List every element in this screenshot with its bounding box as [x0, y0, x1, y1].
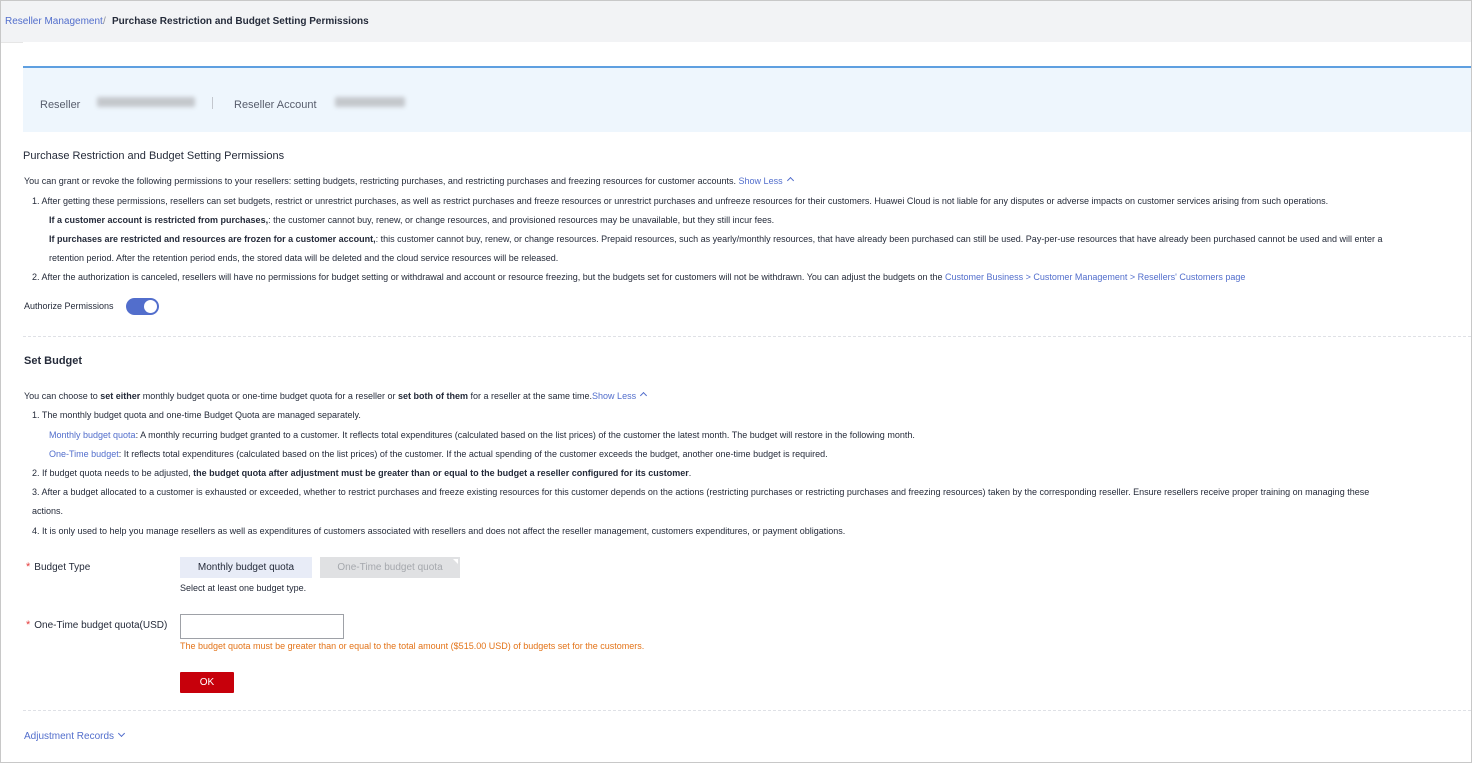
- one-time-budget-link[interactable]: One-Time budget: [49, 449, 119, 459]
- permissions-item-1: 1. After getting these permissions, resellers can set budgets, restrict or unrestrict purchases, as well as restrict purchases and freeze resources or unrestrict purchases and unfreeze resources for their customers. Huawei Cloud is not liable for any disputes or adverse impacts on customer services arising from such operations.: [32, 196, 1329, 206]
- one-time-budget-quota-option-label: One-Time budget quota: [337, 562, 443, 573]
- reseller-account-redacted: [335, 97, 405, 107]
- permissions-item-1b-text: : this customer cannot buy, renew, or change resources. Prepaid resources, such as yearly/monthly resources, that have already been purchased can still be used. Pay-per-use resources that have already been purchased cannot be used and will enter a: [375, 234, 1383, 244]
- breadcrumb-separator: /: [103, 16, 106, 27]
- one-time-budget-text: : It reflects total expenditures (calculated based on the list prices) of the customer. If the actual spending of the customer exceeds the budget, another one-time budget is required.: [118, 449, 828, 459]
- monthly-budget-quota-link[interactable]: Monthly budget quota: [49, 430, 136, 440]
- budget-item-2-post: .: [688, 468, 692, 478]
- permissions-intro: [24, 176, 793, 186]
- breadcrumb-reseller-management[interactable]: Reseller Management: [5, 16, 103, 27]
- budget-item-2-bold: the budget quota after adjustment must be greater than or equal to the budget a reseller configured for its customer: [193, 468, 689, 478]
- permissions-item-1b-bold: If purchases are restricted and resources are frozen for a customer account,: [49, 234, 376, 244]
- budget-item-3-cont: actions.: [32, 506, 64, 516]
- budget-item-monthly: [49, 430, 915, 440]
- one-time-budget-quota-input[interactable]: [180, 614, 344, 639]
- chevron-up-icon: [787, 177, 794, 184]
- customer-management-link[interactable]: Customer Business > Customer Management > Resellers' Customers page: [945, 272, 1246, 282]
- quota-label: [26, 619, 167, 631]
- breadcrumb-current: Purchase Restriction and Budget Setting Permissions: [112, 16, 369, 27]
- reseller-account-label: Reseller Account: [234, 99, 317, 111]
- info-divider: [212, 97, 213, 109]
- budget-item-1: 1. The monthly budget quota and one-time Budget Quota are managed separately.: [32, 410, 361, 420]
- quota-label-text: One-Time budget quota(USD): [34, 620, 168, 631]
- reseller-name-redacted: [97, 97, 195, 107]
- budget-item-3: 3. After a budget allocated to a customer is exhausted or exceeded, whether to restrict purchases and freeze existing resources for this customer depends on the actions (restricting purchases or restricting purchases and freezing resources) taken by the corresponding reseller. Ensure resellers receive proper training on managing these: [32, 487, 1370, 497]
- reseller-info-bar: [23, 66, 1471, 132]
- required-mark: *: [26, 619, 31, 631]
- monthly-budget-quota-option[interactable]: Monthly budget quota: [180, 557, 312, 578]
- permissions-show-less-link[interactable]: [739, 176, 793, 186]
- permissions-item-2: [32, 272, 1245, 282]
- chevron-up-icon: [640, 392, 647, 399]
- selected-corner-icon: [453, 559, 458, 564]
- section-divider: [23, 710, 1471, 711]
- authorize-permissions-label: Authorize Permissions: [24, 301, 114, 311]
- monthly-budget-text: : A monthly recurring budget granted to a customer. It reflects total expenditures (calculated based on the list prices) of the customer the latest month. The budget will restore in the following month.: [135, 430, 915, 440]
- reseller-label: Reseller: [40, 99, 81, 111]
- permissions-item-1a: [49, 215, 774, 225]
- permissions-show-less-label: Show Less: [738, 176, 783, 186]
- permissions-item-1b: [49, 234, 1383, 244]
- chevron-down-icon: [118, 730, 125, 737]
- permissions-title: Purchase Restriction and Budget Setting Permissions: [23, 150, 285, 162]
- permissions-item-2-text: 2. After the authorization is canceled, resellers will have no permissions for budget setting or withdrawal and account or resource freezing, but the budgets set for customers will not be withdrawn. You can adjust the budgets on the: [32, 272, 943, 282]
- required-mark: *: [26, 561, 31, 573]
- budget-type-label-text: Budget Type: [34, 562, 91, 573]
- set-budget-title: Set Budget: [24, 355, 83, 367]
- budget-intro-post: for a reseller at the same time.: [470, 391, 593, 401]
- adjustment-records-label: Adjustment Records: [24, 731, 115, 742]
- budget-intro-mid: monthly budget quota or one-time budget quota for a reseller or: [142, 391, 396, 401]
- budget-intro-bold-2: set both of them: [397, 391, 468, 401]
- budget-intro: [24, 391, 646, 401]
- breadcrumb: [1, 1, 1471, 43]
- section-divider: [23, 336, 1471, 337]
- permissions-intro-text: You can grant or revoke the following permissions to your resellers: setting budgets, restricting purchases, and restricting purchases and freezing resources for customer accounts.: [24, 176, 737, 186]
- toggle-knob: [144, 300, 157, 313]
- budget-show-less-link[interactable]: [592, 391, 646, 401]
- one-time-budget-quota-option[interactable]: [320, 557, 460, 578]
- permissions-item-1a-text: : the customer cannot buy, renew, or change resources, and provisioned resources may be unavailable, but they still incur fees.: [268, 215, 775, 225]
- quota-error-message: The budget quota must be greater than or equal to the total amount ($515.00 USD) of budgets set for the customers.: [180, 641, 645, 651]
- budget-item-4: 4. It is only used to help you manage resellers as well as expenditures of customers associated with resellers and does not affect the reseller management, customers expenditures, or payment obligations.: [32, 526, 846, 536]
- budget-intro-pre: You can choose to: [24, 391, 98, 401]
- budget-item-2: [32, 468, 691, 478]
- budget-type-label: [26, 561, 90, 573]
- budget-item-onetime: [49, 449, 828, 459]
- authorize-permissions-toggle[interactable]: [126, 298, 159, 315]
- budget-show-less-label: Show Less: [592, 391, 637, 401]
- permissions-item-1b-cont: retention period. After the retention period ends, the stored data will be deleted and the cloud service resources will be released.: [49, 253, 559, 263]
- ok-button[interactable]: OK: [180, 672, 234, 693]
- permissions-item-1a-bold: If a customer account is restricted from purchases,: [49, 215, 269, 225]
- budget-type-hint: Select at least one budget type.: [180, 583, 307, 593]
- budget-intro-bold-1: set either: [100, 391, 141, 401]
- main-panel: [23, 42, 1471, 762]
- budget-item-2-pre: 2. If budget quota needs to be adjusted,: [32, 468, 191, 478]
- adjustment-records-toggle[interactable]: [24, 731, 124, 742]
